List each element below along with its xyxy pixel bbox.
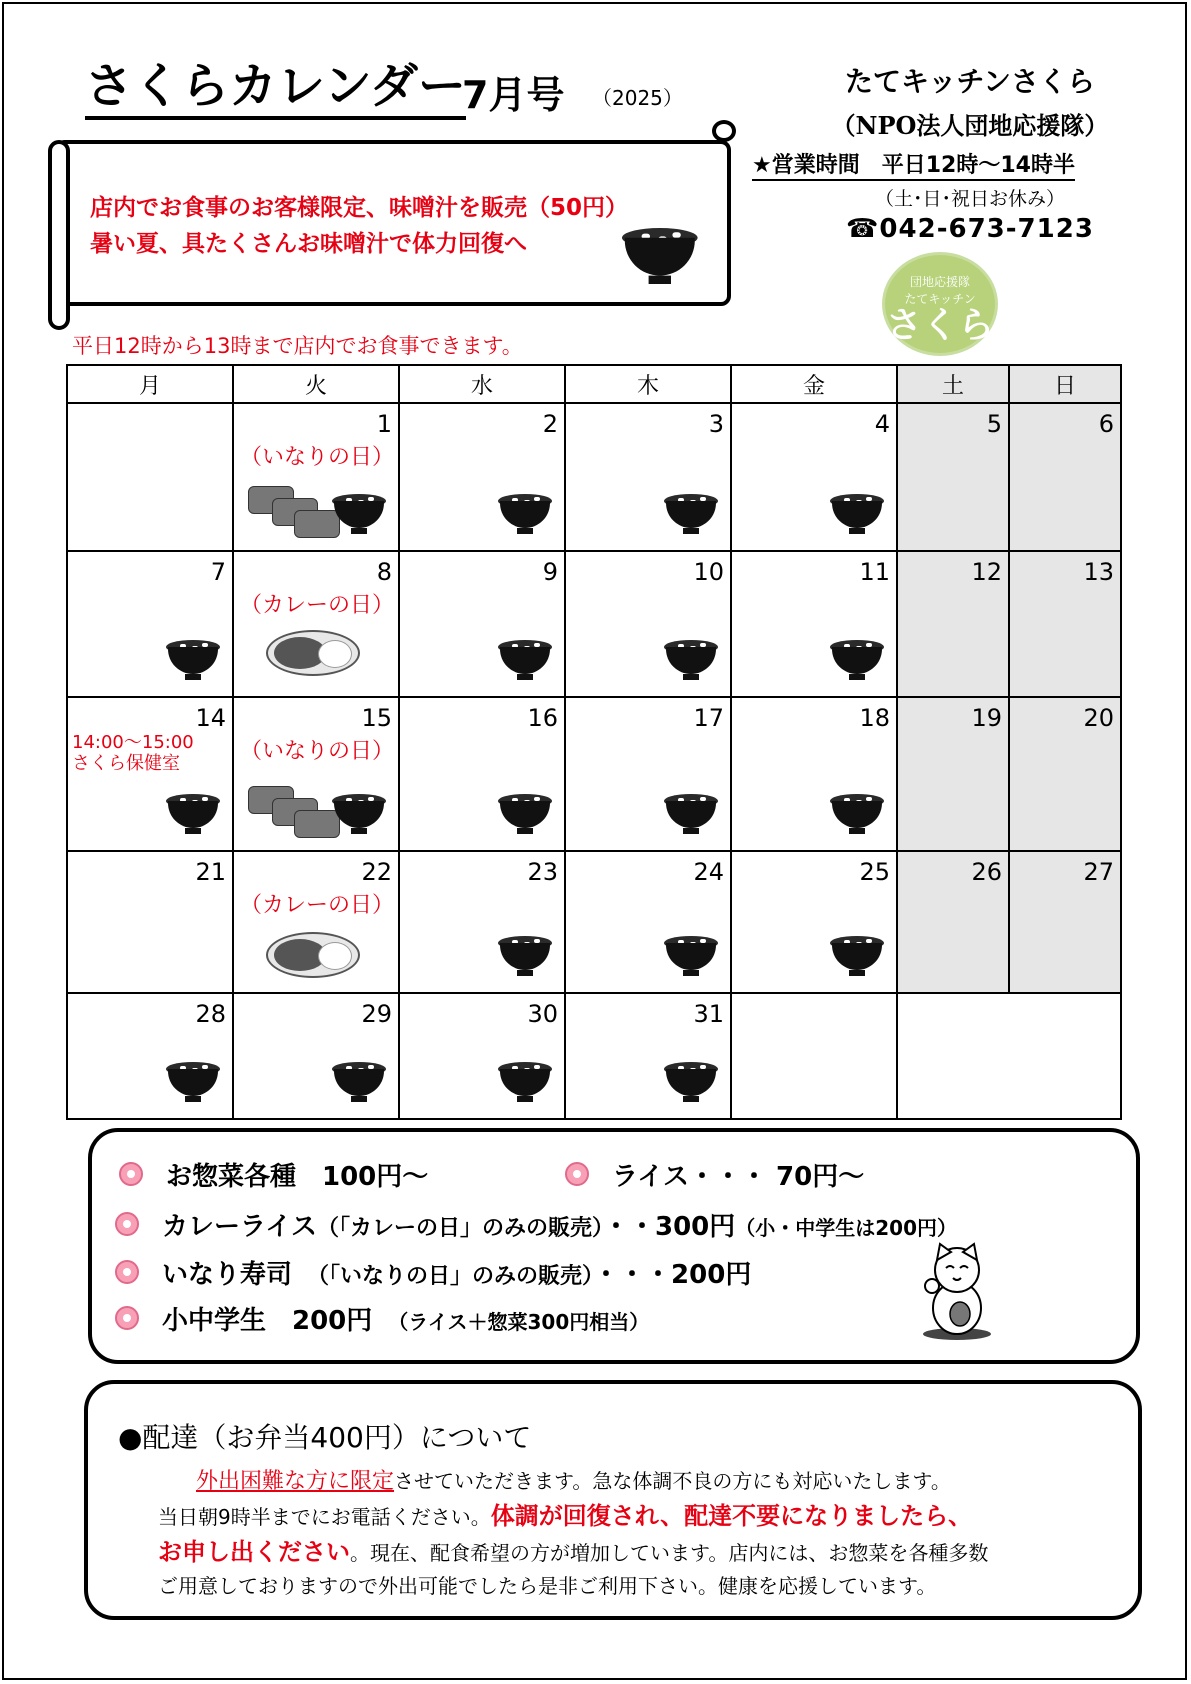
day-number: 22: [361, 858, 392, 886]
sakura-icon: [562, 1159, 592, 1189]
calendar-day-cell: [565, 851, 731, 993]
weekday-header-cell: 日: [1009, 365, 1121, 403]
day-number: 14: [195, 704, 226, 732]
delivery-line2-red: 体調が回復され、配達不要になりましたら、: [490, 1502, 973, 1530]
day-number: 25: [859, 858, 890, 886]
day-note-time: 14:00～15:00: [72, 732, 194, 753]
business-hours: ★営業時間 平日12時～14時半: [752, 148, 1075, 181]
miso-soup-icon: [332, 1062, 386, 1104]
miso-soup-icon: [664, 936, 718, 978]
calendar-day-cell: [731, 697, 897, 851]
price-curry: [112, 1206, 957, 1243]
inari-note: （「いなりの日」のみの販売）: [318, 1264, 594, 1289]
calendar-day-cell: [565, 403, 731, 551]
calendar-week-row: [67, 551, 1121, 697]
calendar-week-row: [67, 851, 1121, 993]
day-number: 26: [971, 858, 1002, 886]
day-number: 17: [693, 704, 724, 732]
delivery-limited: 外出困難な方に限定: [196, 1469, 395, 1494]
calendar-day-cell: [1009, 551, 1121, 697]
miso-soup-icon: [332, 794, 386, 836]
miso-soup-icon: [498, 936, 552, 978]
day-number: 19: [971, 704, 1002, 732]
weekday-header: [67, 365, 1121, 403]
calendar-day-cell: [233, 551, 399, 697]
student-note: （ライス＋惣菜300円相当）: [398, 1310, 650, 1334]
calendar-day-cell: [67, 851, 233, 993]
day-number: 21: [195, 858, 226, 886]
calendar-body: [67, 403, 1121, 1119]
inari-sushi-icon: [248, 786, 338, 838]
shop-name: たてキッチンさくら: [844, 65, 1096, 98]
day-number: 20: [1083, 704, 1114, 732]
calendar-day-cell: [399, 551, 565, 697]
calendar-day-cell: [399, 697, 565, 851]
curry-name: カレーライス: [162, 1212, 317, 1242]
delivery-line3-rest: 。現在、配食希望の方が増加しています。店内には、お惣菜を各種多数: [350, 1541, 989, 1565]
calendar-day-cell: [565, 551, 731, 697]
calendar-week-row: [67, 697, 1121, 851]
shop-logo: [882, 252, 998, 356]
calendar-day-cell: [731, 403, 897, 551]
calendar-day-cell: [399, 993, 565, 1119]
day-number: 4: [874, 410, 890, 438]
rice-text: ライス・・・ 70円～: [612, 1162, 865, 1192]
calendar-day-cell: [897, 697, 1009, 851]
weekday-header-cell: 水: [399, 365, 565, 403]
calendar-day-cell: [897, 851, 1009, 993]
miso-soup-icon: [498, 1062, 552, 1104]
scroll-roll-top: [712, 120, 736, 142]
calendar-week-row: [67, 993, 1121, 1119]
weekday-header-cell: 木: [565, 365, 731, 403]
curry-child-price: （小・中学生は200円）: [735, 1216, 958, 1240]
calendar-day-cell: [1009, 403, 1121, 551]
delivery-line3-red: お申し出ください: [158, 1538, 350, 1566]
banner-miso-icon: [622, 228, 698, 287]
day-number: 12: [971, 558, 1002, 586]
day-number: 31: [693, 1000, 724, 1028]
sakura-icon: [116, 1159, 146, 1189]
day-number: 27: [1083, 858, 1114, 886]
miso-soup-icon: [830, 794, 884, 836]
calendar-day-cell: [897, 403, 1009, 551]
day-note: [72, 732, 194, 774]
miso-soup-icon: [166, 794, 220, 836]
day-number: 6: [1098, 410, 1114, 438]
page-title: さくらカレンダー: [85, 58, 466, 120]
calendar-day-cell: [1009, 697, 1121, 851]
day-number: 13: [1083, 558, 1114, 586]
issue-year: （2025）: [592, 86, 683, 110]
day-number: 2: [542, 410, 558, 438]
day-number: 10: [693, 558, 724, 586]
miso-soup-icon: [166, 640, 220, 682]
day-number: 23: [527, 858, 558, 886]
delivery-title: ●配達（お弁当400円）について: [118, 1421, 532, 1454]
delivery-line4: ご用意しておりますので外出可能でしたら是非ご利用下さい。健康を応援しています。: [158, 1574, 937, 1598]
maneki-neko-icon: [920, 1240, 994, 1340]
banner-line2: 暑い夏、具たくさんお味噌汁で体力回復へ: [90, 231, 527, 257]
miso-soup-icon: [830, 494, 884, 536]
logo-line3: さくら: [885, 305, 994, 346]
curry-rice-icon: [266, 630, 360, 676]
calendar-day-cell: [233, 403, 399, 551]
day-event-label: （いなりの日）: [240, 445, 395, 470]
weekday-header-cell: 月: [67, 365, 233, 403]
sakura-icon: [112, 1257, 142, 1287]
calendar-week-row: [67, 403, 1121, 551]
calendar-day-cell: [565, 993, 731, 1119]
shop-org: （NPO法人団地応援隊）: [831, 111, 1109, 140]
scroll-roll-left: [48, 140, 70, 330]
miso-soup-icon: [498, 640, 552, 682]
day-event-label: （カレーの日）: [240, 893, 395, 918]
day-number: 28: [195, 1000, 226, 1028]
weekday-header-cell: 火: [233, 365, 399, 403]
calendar-day-cell: [399, 851, 565, 993]
calendar-day-cell: [1009, 993, 1121, 1119]
inari-price: ・・・200円: [593, 1260, 752, 1290]
weekday-header-cell: 土: [897, 365, 1009, 403]
delivery-line1: [196, 1464, 951, 1495]
miso-soup-icon: [830, 640, 884, 682]
calendar-table: [66, 364, 1122, 1120]
calendar-day-cell: [731, 851, 897, 993]
sozai-text: お惣菜各種 100円～: [166, 1162, 429, 1192]
delivery-info: [84, 1380, 1142, 1620]
calendar-day-cell: [233, 851, 399, 993]
calendar-day-cell: [67, 551, 233, 697]
delivery-line2-start: 当日朝9時半までにお電話ください。: [158, 1505, 491, 1529]
calendar-day-cell: [67, 993, 233, 1119]
miso-soup-icon: [166, 1062, 220, 1104]
logo-line1: 団地応援隊: [909, 275, 970, 289]
student-text: 小中学生 200円: [162, 1306, 373, 1336]
day-number: 1: [376, 410, 392, 438]
miso-soup-icon: [664, 640, 718, 682]
delivery-line2: [158, 1496, 972, 1531]
day-number: 24: [693, 858, 724, 886]
phone-number: ☎042-673-7123: [846, 214, 1094, 244]
day-number: 18: [859, 704, 890, 732]
calendar-day-cell: [897, 551, 1009, 697]
delivery-line3: [158, 1532, 988, 1567]
weekday-header-cell: 金: [731, 365, 897, 403]
day-number: 8: [376, 558, 392, 586]
calendar-day-cell: [731, 993, 897, 1119]
day-number: 7: [210, 558, 226, 586]
price-inari: [112, 1254, 751, 1291]
calendar-day-cell: [399, 403, 565, 551]
calendar-day-cell: [67, 403, 233, 551]
calendar-day-cell: [731, 551, 897, 697]
day-number: 15: [361, 704, 392, 732]
sakura-icon: [112, 1209, 142, 1239]
sakura-icon: [112, 1303, 142, 1333]
miso-soup-icon: [664, 494, 718, 536]
inari-name: いなり寿司: [162, 1260, 293, 1290]
miso-soup-icon: [498, 794, 552, 836]
calendar-day-cell: [1009, 851, 1121, 993]
calendar-day-cell: [233, 697, 399, 851]
day-number: 16: [527, 704, 558, 732]
miso-soup-icon: [664, 794, 718, 836]
day-number: 30: [527, 1000, 558, 1028]
day-event-label: （いなりの日）: [240, 739, 395, 764]
price-rice: [562, 1156, 864, 1193]
holiday-note: （土･日･祝日お休み）: [874, 188, 1065, 210]
day-number: 9: [542, 558, 558, 586]
issue-label: 7月号: [462, 73, 565, 117]
day-number: 3: [708, 410, 724, 438]
price-sozai: [116, 1156, 428, 1193]
calendar-day-cell: [565, 697, 731, 851]
calendar-day-cell: [897, 993, 1009, 1119]
banner-text: [90, 190, 628, 262]
shop-info: [760, 60, 1180, 141]
curry-price: ・・300円: [602, 1212, 736, 1242]
price-student: [112, 1300, 649, 1337]
calendar-day-cell: [67, 697, 233, 851]
curry-note: （「カレーの日」のみの販売）: [316, 1216, 603, 1241]
inari-sushi-icon: [248, 486, 338, 538]
day-note-place: さくら保健室: [72, 753, 180, 774]
calendar-day-cell: [233, 993, 399, 1119]
day-number: 5: [986, 410, 1002, 438]
banner-line1: 店内でお食事のお客様限定、味噌汁を販売（50円）: [90, 195, 629, 221]
logo-line2: たてキッチン: [904, 292, 976, 306]
curry-rice-icon: [266, 932, 360, 978]
miso-soup-icon: [332, 494, 386, 536]
day-number: 29: [361, 1000, 392, 1028]
dine-in-note: 平日12時から13時まで店内でお食事できます。: [72, 334, 523, 358]
miso-soup-icon: [498, 494, 552, 536]
miso-soup-icon: [664, 1062, 718, 1104]
delivery-line1-rest: させていただきます。急な体調不良の方にも対応いたします。: [394, 1469, 951, 1493]
day-event-label: （カレーの日）: [240, 593, 395, 618]
day-number: 11: [859, 558, 890, 586]
miso-soup-icon: [830, 936, 884, 978]
